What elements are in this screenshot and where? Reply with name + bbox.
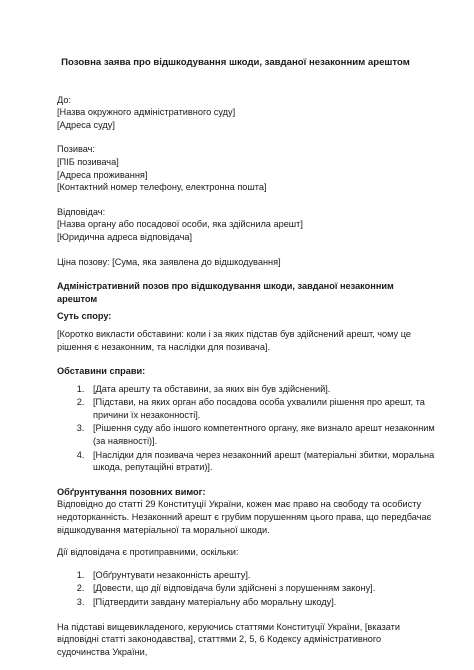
actions-intro xyxy=(57,546,414,559)
court-name: [Назва окружного адміністративного суду] xyxy=(57,107,236,118)
closing-line: судочинства України, xyxy=(57,646,148,657)
list-item-line: 2. [Довести, що дії відповідача були здійснені з порушенням закону]. xyxy=(93,583,376,594)
closing-text xyxy=(57,621,414,659)
closing-line: відповідні статті законодавства], статтями 2, 5, 6 Кодексу адміністративного xyxy=(57,634,382,645)
actions-list xyxy=(57,569,414,609)
dispute-text xyxy=(57,328,414,353)
list-item-line: 2. [Підстави, на яких орган або посадова особа ухвалили рішення про арешт, та xyxy=(93,397,425,408)
list-item-line: шкода, репутаційні втрати)]. xyxy=(93,462,213,473)
list-item xyxy=(87,596,414,609)
grounds-line: відшкодування матеріальної та моральної шкоди. xyxy=(57,524,270,535)
list-item-line: 3. [Підтвердити завдану матеріальну або моральну шкоду]. xyxy=(93,597,337,607)
list-item xyxy=(87,383,414,396)
defendant-address: [Юридична адреса відповідача] xyxy=(57,231,193,242)
grounds-heading: Обґрунтування позовних вимог: xyxy=(57,486,206,497)
claim-heading xyxy=(57,280,414,305)
list-item xyxy=(87,569,414,582)
court-recipient-block xyxy=(57,94,414,132)
list-item xyxy=(87,396,425,421)
claim-heading-line: Адміністративний позов про відшкодування шкоди, завданої незаконним xyxy=(57,281,394,292)
list-item-line: 1. [Обґрунтувати незаконність арешту]. xyxy=(93,569,251,580)
closing-line: На підставі вищевикладеного, керуючись статтями Конституції України, [вказати xyxy=(57,621,400,632)
defendant-label: Відповідач: xyxy=(57,206,106,217)
plaintiff-address: [Адреса проживання] xyxy=(57,169,148,180)
recipient-label: До: xyxy=(57,94,71,105)
claim-value xyxy=(57,256,414,269)
claim-value-text: Ціна позову: [Сума, яка заявлена до відшкодування] xyxy=(57,256,281,267)
list-item xyxy=(87,422,435,447)
list-item-line: (за наявності)]. xyxy=(93,436,158,447)
list-item xyxy=(87,582,414,595)
claim-heading-line: арештом xyxy=(57,293,98,304)
dispute-line: рішення є незаконним, та наслідки для позивача]. xyxy=(57,341,271,352)
defendant-block xyxy=(57,206,414,244)
plaintiff-label: Позивач: xyxy=(57,144,95,155)
circumstances-heading: Обставини справи: xyxy=(57,366,146,377)
court-address: [Адреса суду] xyxy=(57,119,115,130)
plaintiff-contacts: [Контактний номер телефону, електронна пошта] xyxy=(57,182,267,193)
circumstances-list xyxy=(57,383,435,474)
list-item-line: 3. [Рішення суду або іншого компетентного органу, яке визнало арешт незаконним xyxy=(93,423,435,434)
list-item-line: причини їх незаконності]. xyxy=(93,409,201,420)
defendant-name: [Назва органу або посадової особи, яка здійснила арешт] xyxy=(57,219,303,230)
grounds-text xyxy=(57,498,432,536)
dispute-line: [Коротко викласти обставини: коли і за яких підстав був здійснений арешт, чому це xyxy=(57,328,411,339)
dispute-heading: Суть спору: xyxy=(57,311,112,322)
actions-intro-text: Дії відповідача є протиправними, оскільки: xyxy=(57,547,239,558)
plaintiff-name: [ПІБ позивача] xyxy=(57,156,119,167)
grounds-line: недоторканність. Незаконний арешт є грубим порушенням цього права, що передбачає xyxy=(57,512,432,523)
list-item-line: 4. [Наслідки для позивача через незаконний арешт (матеріальні збитки, моральна xyxy=(93,449,435,460)
plaintiff-block xyxy=(57,143,414,193)
list-item xyxy=(87,449,435,474)
list-item-line: 1. [Дата арешту та обставини, за яких він був здійснений]. xyxy=(93,383,331,394)
document-title: Позовна заява про відшкодування шкоди, завданої незаконним арештом xyxy=(61,57,410,68)
grounds-line: Відповідно до статті 29 Конституції України, кожен має право на свободу та особисту xyxy=(57,499,422,510)
